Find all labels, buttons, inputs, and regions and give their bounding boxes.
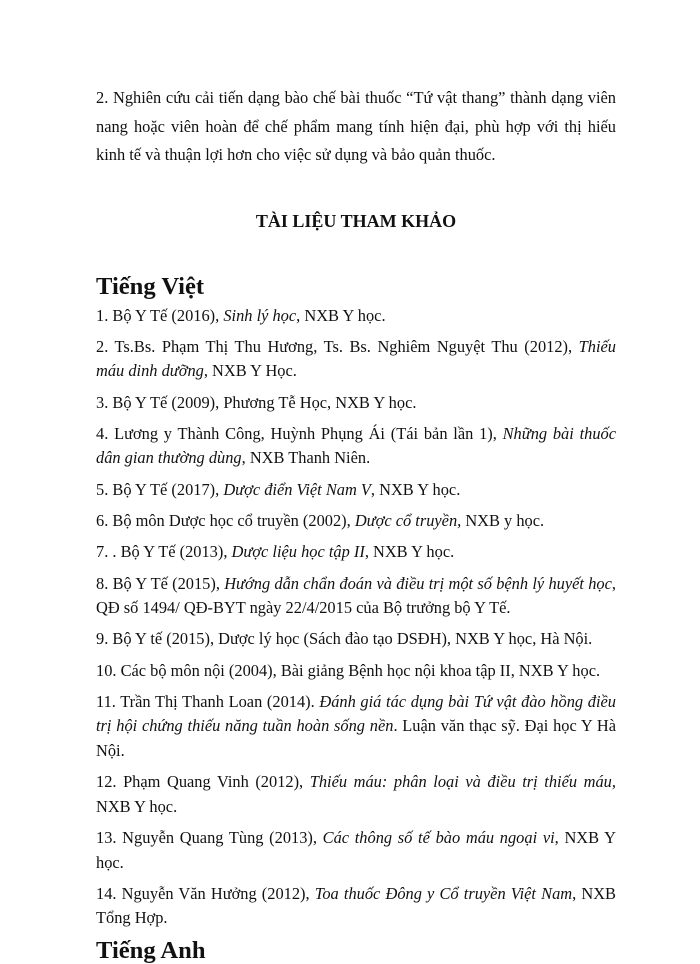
reference-pre: 13. Nguyễn Quang Tùng (2013),: [96, 828, 323, 848]
reference-title: Dược liệu học tập II: [231, 542, 365, 562]
reference-title: Hướng dẫn chẩn đoán và điều trị một số bệnh lý huyết học: [224, 573, 612, 593]
document-page: [96, 84, 616, 964]
reference-pre: 8. Bộ Y Tế (2015),: [96, 573, 225, 593]
reference-item: [96, 659, 616, 684]
reference-title: Dược điển Việt Nam V: [223, 479, 371, 499]
reference-item: [96, 509, 616, 534]
reference-pre: 11. Trần Thị Thanh Loan (2014).: [96, 691, 320, 711]
reference-pre: 5. Bộ Y Tế (2017),: [96, 479, 224, 499]
reference-title: Thiếu máu dinh dưỡng: [96, 336, 616, 381]
reference-item: [96, 627, 616, 652]
reference-post: . Luận văn thạc sỹ. Đại học Y Hà Nội.: [96, 716, 616, 760]
section-english-heading: Tiếng Anh: [96, 936, 206, 964]
reference-title: Những bài thuốc dân gian thường dùng: [96, 423, 616, 468]
reference-item: [96, 572, 616, 621]
reference-post: , NXB Y học.: [370, 479, 461, 499]
reference-title: Các thông số tế bào máu ngoại vi: [322, 828, 555, 848]
reference-item: [96, 304, 616, 329]
reference-item: [96, 335, 616, 384]
reference-title: Dược cổ truyền,: [354, 510, 462, 530]
reference-title: Toa thuốc Đông y Cổ truyền Việt Nam: [314, 883, 573, 903]
reference-title: Sinh lý học: [223, 305, 297, 325]
reference-item: [96, 391, 616, 416]
reference-pre: 9. Bộ Y tế (2015), Dược lý học (Sách đào tạo DSĐH), NXB Y học, Hà Nội.: [96, 629, 593, 649]
reference-post: , NXB Y học.: [96, 772, 616, 816]
reference-item: [96, 826, 616, 875]
reference-post: , NXB Y học.: [296, 305, 386, 325]
reference-pre: 7. . Bộ Y Tế (2013),: [96, 542, 232, 562]
reference-post: , NXB Thanh Niên.: [241, 448, 371, 468]
reference-post: , NXB Y học.: [364, 542, 455, 562]
reference-post: NXB y học.: [461, 510, 545, 530]
reference-item: [96, 540, 616, 565]
reference-title: Thiếu máu: phân loại và điều trị thiếu máu: [309, 772, 612, 792]
section-vietnamese-heading: Tiếng Việt: [96, 272, 205, 300]
reference-item: [96, 478, 616, 503]
reference-list: [96, 304, 616, 931]
reference-pre: 12. Phạm Quang Vinh (2012),: [96, 772, 310, 792]
reference-title: Đánh giá tác dụng bài Tứ vật đào hồng điều trị hội chứng thiếu năng tuần hoàn sống nền: [96, 691, 616, 736]
reference-pre: 1. Bộ Y Tế (2016),: [96, 305, 224, 325]
reference-item: [96, 422, 616, 471]
reference-item: [96, 882, 616, 931]
reference-item: [96, 690, 616, 764]
intro-paragraph: 2. Nghiên cứu cải tiến dạng bào chế bài thuốc “Tứ vật thang” thành dạng viên nang hoặc viên hoàn để chế phẩm mang tính hiện đại, phù hợp với thị hiếu kinh tế và thuận lợi hơn cho việc sử dụng và bảo quản thuốc.: [96, 88, 616, 164]
reference-post: , QĐ số 1494/ QĐ-BYT ngày 22/4/2015 của Bộ trưởng bộ Y Tế.: [96, 573, 616, 618]
reference-pre: 6. Bộ môn Dược học cổ truyền (2002),: [96, 510, 355, 530]
reference-pre: 10. Các bộ môn nội (2004), Bài giảng Bệnh học nội khoa tập II, NXB Y học.: [96, 660, 601, 680]
reference-pre: 14. Nguyễn Văn Hưởng (2012),: [96, 883, 315, 903]
references-heading: TÀI LIỆU THAM KHẢO: [255, 210, 457, 231]
reference-item: [96, 770, 616, 819]
reference-pre: 3. Bộ Y Tế (2009), Phương Tễ Học, NXB Y học.: [96, 392, 417, 412]
reference-pre: 4. Lương y Thành Công, Huỳnh Phụng Ái (Tái bản lần 1),: [96, 423, 503, 443]
reference-post: , NXB Y Học.: [203, 361, 297, 381]
reference-post: , NXB Y học.: [96, 828, 616, 872]
reference-pre: 2. Ts.Bs. Phạm Thị Thu Hương, Ts. Bs. Nghiêm Nguyệt Thu (2012),: [96, 336, 579, 356]
reference-post: , NXB Tổng Hợp.: [96, 883, 616, 928]
